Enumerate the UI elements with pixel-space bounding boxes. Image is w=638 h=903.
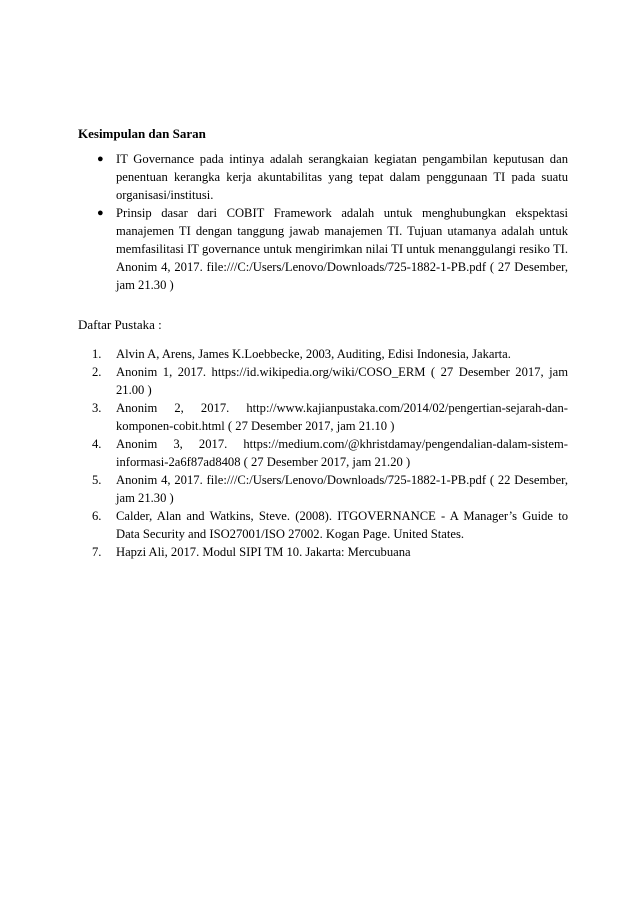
reference-text: Anonim 3, 2017. https://medium.com/@khristdamay/pengendalian-dalam-sistem-informasi-2a6f87ad8408 ( 27 Desember 2017, jam 21.20 )	[116, 437, 568, 469]
reference-text: Calder, Alan and Watkins, Steve. (2008). ITGOVERNANCE - A Manager’s Guide to Data Security and ISO27001/ISO 27002. Kogan Page. United States.	[116, 509, 568, 541]
reference-item	[78, 363, 568, 399]
reference-item	[78, 399, 568, 435]
reference-text: Anonim 2, 2017. http://www.kajianpustaka.com/2014/02/pengertian-sejarah-dan-komponen-cobit.html ( 27 Desember 2017, jam 21.10 )	[116, 401, 568, 433]
conclusion-item	[78, 204, 568, 294]
reference-number: 2.	[92, 365, 102, 379]
reference-text: Hapzi Ali, 2017. Modul SIPI TM 10. Jakarta: Mercubuana	[116, 545, 411, 559]
reference-item	[78, 345, 568, 363]
reference-number: 5.	[92, 473, 102, 487]
reference-text: Alvin A, Arens, James K.Loebbecke, 2003, Auditing, Edisi Indonesia, Jakarta.	[116, 347, 511, 361]
reference-number: 7.	[92, 545, 102, 559]
conclusion-text: IT Governance pada intinya adalah serangkaian kegiatan pengambilan keputusan dan penentuan kerangka kerja akuntabilitas yang tepat dalam penggunaan TI pada suatu organisasi/institusi.	[116, 152, 568, 202]
bullet-icon: ●	[97, 207, 104, 219]
bullet-icon: ●	[97, 153, 104, 165]
references-heading: Daftar Pustaka :	[78, 317, 162, 332]
reference-item	[78, 507, 568, 543]
reference-text: Anonim 1, 2017. https://id.wikipedia.org/wiki/COSO_ERM ( 27 Desember 2017, jam 21.00 )	[116, 365, 568, 397]
section-heading: Kesimpulan dan Saran	[78, 126, 206, 141]
conclusion-list	[78, 150, 568, 294]
reference-number: 6.	[92, 509, 102, 523]
references-list	[78, 345, 568, 561]
reference-number: 1.	[92, 347, 102, 361]
reference-number: 4.	[92, 437, 102, 451]
reference-text: Anonim 4, 2017. file:///C:/Users/Lenovo/Downloads/725-1882-1-PB.pdf ( 22 Desember, jam 21.30 )	[116, 473, 568, 505]
conclusion-item	[78, 150, 568, 204]
reference-item	[78, 435, 568, 471]
reference-number: 3.	[92, 401, 102, 415]
reference-item	[78, 543, 568, 561]
reference-item	[78, 471, 568, 507]
conclusion-text: Prinsip dasar dari COBIT Framework adalah untuk menghubungkan ekspektasi manajemen TI dengan tanggung jawab manajemen TI. Tujuan utamanya adalah untuk memfasilitasi IT governance untuk mengirimkan nilai TI untuk menanggulangi resiko TI. Anonim 4, 2017. file:///C:/Users/Lenovo/Downloads/725-1882-1-PB.pdf ( 27 Desember, jam 21.30 )	[116, 206, 568, 292]
